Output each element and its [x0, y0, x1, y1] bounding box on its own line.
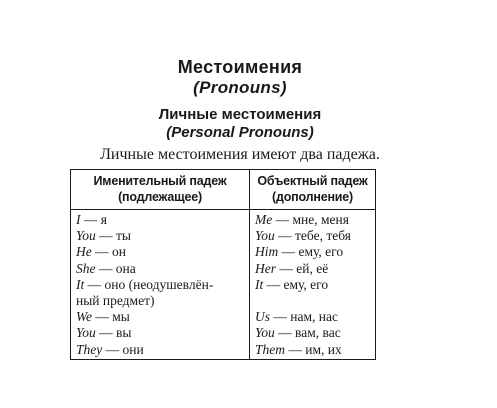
- table-row: [255, 293, 373, 309]
- table-row: [76, 244, 246, 260]
- translation: — он: [91, 244, 126, 260]
- section-title-english: (Personal Pronouns): [166, 124, 314, 141]
- translation: — мы: [92, 309, 130, 325]
- table-row: [76, 342, 246, 358]
- translation: — нам, нас: [270, 309, 338, 325]
- translation: — мне, меня: [272, 212, 349, 227]
- translation: — она: [95, 260, 136, 276]
- translation: — им, их: [285, 341, 342, 357]
- translation: — оно (неодушевлён-: [84, 276, 214, 292]
- pronoun: Him: [255, 244, 279, 260]
- translation: — ему, его: [263, 276, 329, 292]
- translation: — тебе, тебя: [274, 228, 351, 244]
- translation: — вы: [95, 325, 132, 341]
- table-row: [76, 228, 246, 244]
- translation: — ему, его: [278, 244, 344, 260]
- pronoun: Us: [255, 309, 271, 325]
- pronoun: Them: [255, 341, 285, 357]
- page-title: Местоимения: [177, 57, 303, 77]
- pronoun: I: [76, 212, 81, 227]
- translation: ный предмет): [76, 292, 155, 308]
- section-title: Личные местоимения: [158, 106, 322, 123]
- pronoun: He: [76, 244, 92, 260]
- table-row: [255, 342, 373, 358]
- pronoun: It: [255, 276, 264, 292]
- header-nominative: [71, 173, 249, 205]
- pronoun: You: [76, 325, 96, 341]
- translation: — ей, её: [276, 260, 329, 276]
- table-row: [76, 277, 246, 293]
- page-title-english: (Pronouns): [193, 78, 287, 97]
- intro-text: Личные местоимения имеют два падежа.: [100, 146, 380, 163]
- header-divider: [71, 209, 375, 210]
- table-row: [255, 261, 373, 277]
- table-row: [255, 277, 373, 293]
- pronoun: Her: [255, 260, 276, 276]
- table-row: [76, 293, 246, 309]
- table-row: [255, 212, 373, 228]
- table-row: [76, 325, 246, 341]
- pronoun: We: [76, 309, 92, 325]
- translation: — они: [102, 341, 144, 357]
- table-row: [76, 212, 246, 228]
- translation: — ты: [95, 228, 132, 244]
- pronoun: You: [255, 325, 275, 341]
- translation: — я: [80, 212, 107, 227]
- table-row: [255, 325, 373, 341]
- pronoun: You: [255, 228, 275, 244]
- header-objective: [250, 173, 375, 205]
- table-row: [76, 261, 246, 277]
- table-row: [76, 309, 246, 325]
- pronoun: Me: [255, 212, 273, 227]
- header-nominative-note: (подлежащее): [118, 190, 202, 204]
- nominative-column: [76, 212, 246, 358]
- translation: — вам, вас: [274, 325, 341, 341]
- pronoun: They: [76, 341, 103, 357]
- pronoun: She: [76, 260, 96, 276]
- header-objective-note: (дополнение): [272, 190, 353, 204]
- header-nominative-title: Именительный падеж: [93, 174, 227, 188]
- pronoun: You: [76, 228, 96, 244]
- table-row: [255, 244, 373, 260]
- table-row: [255, 309, 373, 325]
- header-objective-title: Объектный падеж: [257, 174, 368, 188]
- objective-column: [255, 212, 373, 358]
- pronoun: It: [76, 276, 85, 292]
- table-row: [255, 228, 373, 244]
- pronouns-table: [70, 169, 376, 360]
